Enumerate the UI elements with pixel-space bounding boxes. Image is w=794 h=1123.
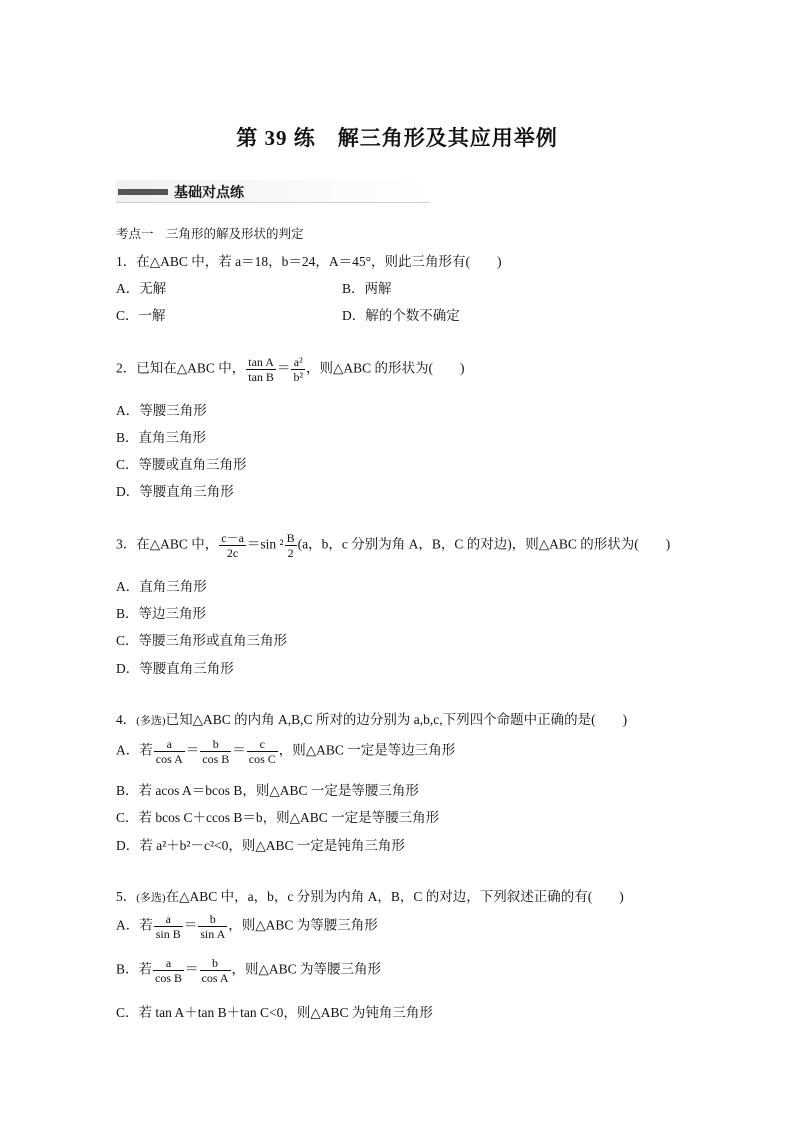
q3-frac2-num: B: [286, 531, 295, 545]
q4-a-frac1-den: cos A: [155, 752, 183, 766]
section-title: 基础对点练: [174, 185, 244, 201]
q4-option-b: B．若 acos A＝bcos B，则△ABC 一定是等腰三角形: [116, 783, 419, 798]
q4-a-frac3: [247, 737, 278, 766]
topic-heading: 考点一 三角形的解及形状的判定: [116, 227, 304, 241]
q2-fraction-tan: [246, 355, 276, 384]
q4-a-frac1-num: a: [154, 737, 185, 752]
q4-a-pre: A．若: [116, 742, 153, 758]
q3-frac1-num: c－a: [221, 531, 244, 545]
q1-option-d: D．解的个数不确定: [342, 308, 460, 323]
q5-a-frac1: [154, 912, 183, 941]
q4-stem: [116, 708, 627, 728]
q5-a-equals: ＝: [183, 917, 198, 933]
q2-frac1-den: tan B: [248, 370, 274, 384]
q1-option-c: C．一解: [116, 308, 166, 323]
q4-a-frac2-num: b: [200, 737, 231, 752]
q4-a-equals-2: ＝: [232, 742, 246, 758]
q5-number: 5．: [116, 889, 137, 904]
q3-frac1-den: 2c: [226, 546, 239, 560]
q4-a-frac3-num: c: [247, 737, 278, 752]
q4-multi-select-tag: (多选): [136, 715, 166, 727]
q5-b-frac1: [153, 956, 184, 985]
q2-stem: [116, 355, 465, 384]
q5-stem-text: 在△ABC 中，a，b，c 分别为内角 A，B，C 的对边，下列叙述正确的有( ): [165, 889, 624, 904]
q5-b-equals: ＝: [185, 961, 199, 977]
q5-b-frac2: [200, 956, 231, 985]
q5-a-post: ，则△ABC 为等腰三角形: [228, 917, 378, 933]
q3-stem: [116, 531, 670, 560]
q3-fraction-half-angle: [285, 531, 297, 560]
q2-frac1-num: tan A: [248, 355, 274, 369]
q3-option-b: B．等边三角形: [116, 606, 207, 621]
q2-fraction-sides: [291, 355, 305, 384]
q2-frac2-den: b²: [293, 370, 304, 384]
q3-fraction-sides: [219, 531, 246, 560]
q5-a-frac2-den: sin A: [200, 927, 226, 941]
q4-a-post: ，则△ABC 一定是等边三角形: [278, 742, 456, 758]
q5-b-frac1-num: a: [153, 956, 184, 971]
q1-option-a: A．无解: [116, 281, 167, 296]
q4-a-frac2: [200, 737, 231, 766]
q5-a-frac2: [198, 912, 227, 941]
q2-option-d: D．等腰直角三角形: [116, 484, 234, 499]
q4-a-frac3-den: cos C: [248, 752, 276, 766]
q5-a-frac1-num: a: [154, 912, 183, 927]
q5-b-frac2-den: cos A: [201, 971, 229, 985]
q5-stem: [116, 885, 624, 905]
q3-option-a: A．直角三角形: [116, 579, 207, 594]
q5-option-b: [116, 956, 381, 985]
q2-option-c: C．等腰或直角三角形: [116, 457, 247, 472]
q2-option-b: B．直角三角形: [116, 430, 207, 445]
q4-a-frac1: [154, 737, 185, 766]
q2-stem-post: ，则△ABC 的形状为( ): [306, 360, 465, 376]
section-bar-decoration: [118, 189, 168, 195]
q5-option-c: C．若 tan A＋tan B＋tan C<0，则△ABC 为钝角三角形: [116, 1005, 433, 1020]
q3-frac2-den: 2: [287, 546, 294, 560]
q5-a-frac1-den: sin B: [155, 927, 181, 941]
q5-a-pre: A．若: [116, 917, 153, 933]
q5-option-a: [116, 912, 378, 941]
q4-option-a: [116, 737, 455, 766]
q3-sin-squared: ＝sin ²: [246, 536, 284, 552]
page-title: 第 39 练 解三角形及其应用举例: [236, 126, 558, 150]
q2-frac2-num: a²: [291, 355, 305, 370]
q4-option-c: C．若 bcos C＋ccos B＝b，则△ABC 一定是等腰三角形: [116, 810, 440, 825]
q2-equals: ＝: [276, 360, 291, 376]
q1-stem: 1．在△ABC 中，若 a＝18，b＝24，A＝45°，则此三角形有( ): [116, 254, 502, 269]
q5-a-frac2-num: b: [198, 912, 227, 927]
q4-option-d: D．若 a²＋b²－c²<0，则△ABC 一定是钝角三角形: [116, 838, 405, 853]
q5-multi-select-tag: (多选): [136, 892, 166, 904]
q2-option-a: A．等腰三角形: [116, 403, 207, 418]
q4-stem-text: 已知△ABC 的内角 A,B,C 所对的边分别为 a,b,c,下列四个命题中正确的是( ): [165, 712, 628, 727]
q3-option-c: C．等腰三角形或直角三角形: [116, 633, 288, 648]
q2-stem-pre: 2．已知在△ABC 中，: [116, 360, 246, 376]
q5-b-pre: B．若: [116, 961, 153, 977]
q5-b-post: ，则△ABC 为等腰三角形: [231, 961, 382, 977]
q4-number: 4．: [116, 712, 137, 727]
q5-b-frac1-den: cos B: [155, 971, 183, 985]
q4-a-equals-1: ＝: [185, 742, 200, 758]
q3-option-d: D．等腰直角三角形: [116, 661, 234, 676]
section-header: [116, 180, 430, 203]
q1-option-b: B．两解: [342, 281, 392, 296]
q4-a-frac2-den: cos B: [202, 752, 230, 766]
q5-b-frac2-num: b: [200, 956, 231, 971]
q3-stem-pre: 3．在△ABC 中，: [116, 536, 219, 552]
q3-stem-post: (a，b，c 分别为角 A，B，C 的对边)，则△ABC 的形状为( ): [297, 536, 671, 552]
